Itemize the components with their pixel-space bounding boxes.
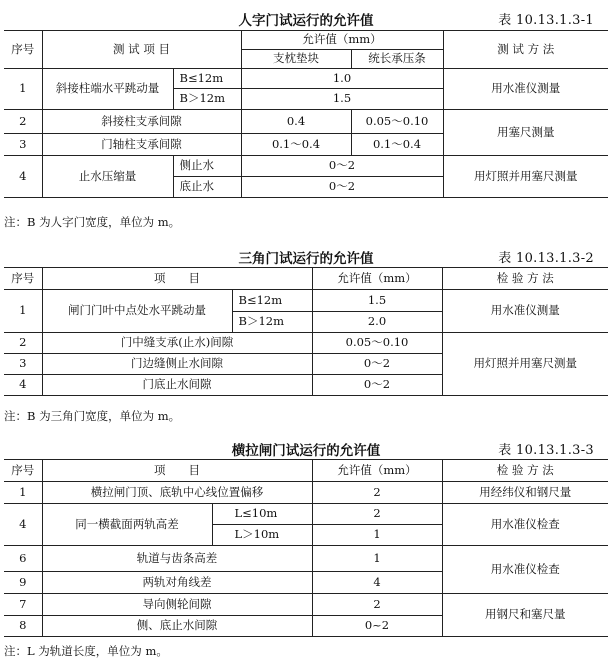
t3-r1-item: 横拉闸门顶、底轨中心线位置偏移 [42,482,312,504]
t2-r3-val: 0～2 [312,354,442,375]
t3-r8-seq: 8 [4,616,42,637]
t3-r4-method: 用水准仪检查 [442,504,608,546]
t1-r4-method: 用灯照并用塞尺测量 [443,156,608,198]
t2-r1-cond1: B≤12m [232,290,312,312]
t3-r4-cond1: L≤10m [212,504,312,525]
table1 [4,30,608,198]
t3-r4-item: 同一横截面两轨高差 [42,504,212,546]
t3-header-seq: 序号 [4,460,42,482]
t1-header-pad: 支枕垫块 [241,50,351,69]
t1-r2-pad: 0.4 [241,110,351,134]
t1-r4-cond2: 底止水 [173,177,241,198]
t1-r4-item: 止水压缩量 [42,156,173,198]
table3-title-row [0,436,612,460]
table1-number: 表 10.13.1.3-1 [498,13,594,28]
table2-note: 注：B 为三角门宽度，单位为 m。 [4,409,181,423]
t3-r7-item: 导向侧轮间隙 [42,594,312,616]
table3 [4,459,608,637]
t2-header-method: 检 验 方 法 [442,268,608,290]
t1-r3-item: 门轴柱支承间隙 [42,134,241,156]
t2-r4-val: 0～2 [312,375,442,396]
t2-r1-item: 闸门门叶中点处水平跳动量 [42,290,232,333]
t2-r1-val2: 2.0 [312,312,442,333]
t1-r1-cond1: B≤12m [173,69,241,89]
t2-r1-method: 用水准仪测量 [442,290,608,333]
t1-header-method: 测 试 方 法 [443,31,608,69]
t1-r1-val2: 1.5 [241,89,443,110]
t2-r1-cond2: B＞12m [232,312,312,333]
t2-r3-seq: 3 [4,354,42,375]
t3-r9-item: 两轨对角线差 [42,572,312,594]
t3-r4-val2: 1 [312,525,442,546]
t1-r2-seq: 2 [4,110,42,134]
t1-header-item: 测 试 项 目 [42,31,241,69]
t3-header-method: 检 验 方 法 [442,460,608,482]
t3-r6-seq: 6 [4,546,42,572]
t3-r7-seq: 7 [4,594,42,616]
t3-r4-cond2: L＞10m [212,525,312,546]
table2-number: 表 10.13.1.3-2 [498,251,594,266]
t1-r1-cond2: B＞12m [173,89,241,110]
table1-title: 人字门试运行的允许值 [238,13,374,29]
t1-r4-val2: 0～2 [241,177,443,198]
t1-r3-seq: 3 [4,134,42,156]
t1-header-seq: 序号 [4,31,42,69]
t2-r2-seq: 2 [4,333,42,354]
t1-r4-val1: 0～2 [241,156,443,177]
t1-r23-method: 用塞尺测量 [443,110,608,156]
t2-r4-item: 门底止水间隙 [42,375,312,396]
table2-title-row [0,244,612,268]
t1-header-allow: 允许值（mm） [241,31,443,50]
t2-r1-seq: 1 [4,290,42,333]
t1-header-bearing: 统长承压条 [351,50,443,69]
t3-r8-item: 侧、底止水间隙 [42,616,312,637]
t1-r1-seq: 1 [4,69,42,110]
t2-r3-item: 门边缝侧止水间隙 [42,354,312,375]
t2-r2-val: 0.05～0.10 [312,333,442,354]
table3-note: 注：L 为轨道长度，单位为 m。 [4,644,168,658]
t1-r1-method: 用水准仪测量 [443,69,608,110]
t1-r1-item: 斜接柱端水平跳动量 [42,69,173,110]
t2-header-allow: 允许值（mm） [312,268,442,290]
t3-header-allow: 允许值（mm） [312,460,442,482]
t3-r6-item: 轨道与齿条高差 [42,546,312,572]
t3-r69-method: 用水准仪检查 [442,546,608,594]
t3-r4-val1: 2 [312,504,442,525]
t2-r2-item: 门中缝支承(止水)间隙 [42,333,312,354]
t2-r234-method: 用灯照并用塞尺测量 [442,333,608,396]
t3-r7-val: 2 [312,594,442,616]
table2-title: 三角门试运行的允许值 [238,251,374,267]
t1-r2-bearing: 0.05～0.10 [351,110,443,134]
t2-r1-val1: 1.5 [312,290,442,312]
t1-r3-bearing: 0.1～0.4 [351,134,443,156]
table1-title-row [0,6,612,30]
t3-r1-seq: 1 [4,482,42,504]
t3-r1-method: 用经纬仪和钢尺量 [442,482,608,504]
t3-r9-seq: 9 [4,572,42,594]
t1-r4-seq: 4 [4,156,42,198]
t2-r4-seq: 4 [4,375,42,396]
t1-r1-val1: 1.0 [241,69,443,89]
table2 [4,267,608,396]
t3-r9-val: 4 [312,572,442,594]
t3-header-item: 项 目 [42,460,312,482]
t2-header-seq: 序号 [4,268,42,290]
t2-header-item: 项 目 [42,268,312,290]
t3-r4-seq: 4 [4,504,42,546]
t1-r4-cond1: 侧止水 [173,156,241,177]
table3-title: 横拉闸门试运行的允许值 [231,443,381,459]
table1-note: 注：B 为人字门宽度，单位为 m。 [4,215,181,229]
t3-r6-val: 1 [312,546,442,572]
table3-number: 表 10.13.1.3-3 [498,443,594,458]
t1-r3-pad: 0.1～0.4 [241,134,351,156]
t1-r2-item: 斜接柱支承间隙 [42,110,241,134]
t3-r78-method: 用钢尺和塞尺量 [442,594,608,637]
t3-r1-val: 2 [312,482,442,504]
t3-r8-val: 0~2 [312,616,442,637]
